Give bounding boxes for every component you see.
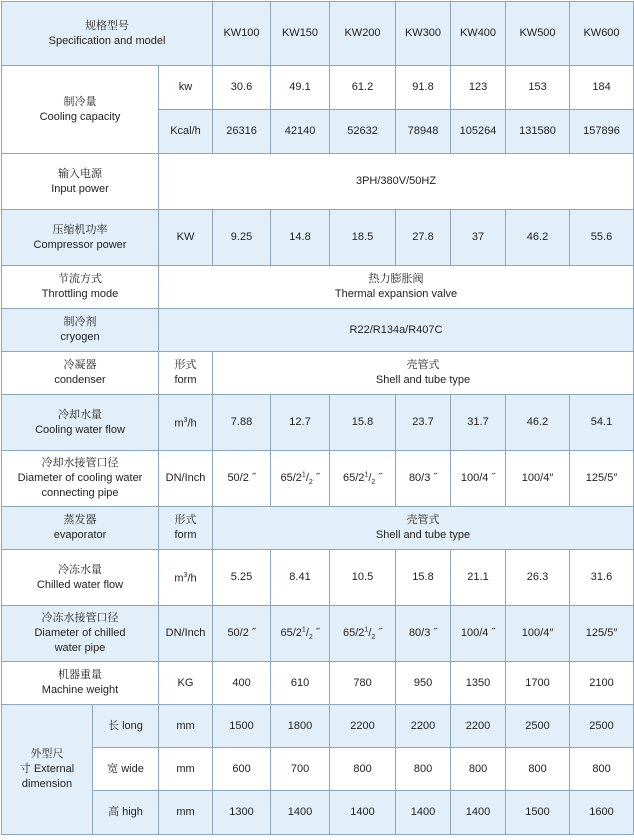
dimension-wide-label: 宽 wide <box>93 748 159 791</box>
machine-weight-row <box>2 662 634 705</box>
value-cell: 46.2 <box>506 395 570 451</box>
unit-cell: kw <box>159 66 213 110</box>
value-cell: 1300 <box>213 791 271 835</box>
value-cell: 50/2 ˝ <box>213 606 271 662</box>
value-cell: 2200 <box>396 705 451 748</box>
condenser-form-value: 壳管式 Shell and tube type <box>213 352 634 395</box>
value-cell: 184 <box>570 66 634 110</box>
value-cell: 37 <box>451 210 506 266</box>
value-cell: 157896 <box>570 110 634 154</box>
cooling-pipe-diameter-row <box>2 451 634 507</box>
unit-cell: mm <box>159 748 213 791</box>
model-name: KW600 <box>570 2 634 66</box>
model-name: KW300 <box>396 2 451 66</box>
value-cell: 610 <box>271 662 330 705</box>
cooling-water-flow-label: 冷却水量 Cooling water flow <box>2 395 159 451</box>
dimension-wide-row <box>2 748 634 791</box>
compressor-power-label: 压缩机功率 Compressor power <box>2 210 159 266</box>
dimension-long-label: 长 long <box>93 705 159 748</box>
value-cell: 100/4″ <box>506 606 570 662</box>
unit-cell: KW <box>159 210 213 266</box>
value-cell: 26316 <box>213 110 271 154</box>
value-cell: 125/5″ <box>570 606 634 662</box>
value-cell: 7.88 <box>213 395 271 451</box>
evaporator-label: 蒸发器 evaporator <box>2 507 159 550</box>
input-power-value: 3PH/380V/50HZ <box>159 154 634 210</box>
value-cell: 50/2 ˝ <box>213 451 271 507</box>
value-cell: 5.25 <box>213 550 271 606</box>
value-cell: 1500 <box>213 705 271 748</box>
dimension-long-row <box>2 705 634 748</box>
evaporator-row <box>2 507 634 550</box>
value-cell: 80/3 ˝ <box>396 451 451 507</box>
value-cell: 125/5″ <box>570 451 634 507</box>
value-cell: 80/3 ˝ <box>396 606 451 662</box>
value-cell: 42140 <box>271 110 330 154</box>
value-cell: 14.8 <box>271 210 330 266</box>
condenser-form-label: 形式 form <box>159 352 213 395</box>
value-cell: 8.41 <box>271 550 330 606</box>
unit-cell: Kcal/h <box>159 110 213 154</box>
model-name: KW150 <box>271 2 330 66</box>
value-cell: 15.8 <box>396 550 451 606</box>
value-cell: 800 <box>506 748 570 791</box>
value-cell: 91.8 <box>396 66 451 110</box>
cooling-capacity-kw-row <box>2 66 634 110</box>
value-cell: 26.3 <box>506 550 570 606</box>
value-cell: 100/4 ˝ <box>451 606 506 662</box>
value-cell: 400 <box>213 662 271 705</box>
value-cell: 1600 <box>570 791 634 835</box>
specification-table <box>1 1 634 835</box>
chilled-water-flow-row <box>2 550 634 606</box>
value-cell: $65/2^1/_2$ ˝ <box>330 451 396 507</box>
model-name: KW400 <box>451 2 506 66</box>
value-cell: 100/4″ <box>506 451 570 507</box>
unit-cell: DN/Inch <box>159 606 213 662</box>
value-cell: 800 <box>570 748 634 791</box>
value-cell: 54.1 <box>570 395 634 451</box>
unit-cell: DN/Inch <box>159 451 213 507</box>
value-cell: $65/2^1/_2$ ˝ <box>271 451 330 507</box>
value-cell: 1700 <box>506 662 570 705</box>
chilled-pipe-diameter-row <box>2 606 634 662</box>
value-cell: 27.8 <box>396 210 451 266</box>
value-cell: 2100 <box>570 662 634 705</box>
value-cell: 700 <box>271 748 330 791</box>
value-cell: 1500 <box>506 791 570 835</box>
value-cell: 153 <box>506 66 570 110</box>
machine-weight-label: 机器重量 Machine weight <box>2 662 159 705</box>
unit-cell: mm <box>159 791 213 835</box>
cooling-water-flow-row <box>2 395 634 451</box>
dimension-high-row <box>2 791 634 835</box>
value-cell: 55.6 <box>570 210 634 266</box>
value-cell: 600 <box>213 748 271 791</box>
value-cell: 1800 <box>271 705 330 748</box>
condenser-label: 冷凝器 condenser <box>2 352 159 395</box>
header-row <box>2 2 634 66</box>
value-cell: $65/2^1/_2$ ˝ <box>330 606 396 662</box>
value-cell: 78948 <box>396 110 451 154</box>
value-cell: 2200 <box>451 705 506 748</box>
external-dimension-label: 外型尺 寸 External dimension <box>2 705 93 835</box>
throttling-mode-row <box>2 266 634 309</box>
value-cell: 61.2 <box>330 66 396 110</box>
chilled-water-flow-label: 冷冻水量 Chilled water flow <box>2 550 159 606</box>
value-cell: 800 <box>451 748 506 791</box>
value-cell: 10.5 <box>330 550 396 606</box>
cryogen-row <box>2 309 634 352</box>
dimension-high-label: 高 high <box>93 791 159 835</box>
spec-model-label: 规格型号 Specification and model <box>2 2 213 66</box>
value-cell: 2500 <box>506 705 570 748</box>
value-cell: 21.1 <box>451 550 506 606</box>
value-cell: 15.8 <box>330 395 396 451</box>
model-name: KW100 <box>213 2 271 66</box>
chilled-pipe-diameter-label: 冷冻水接管口径 Diameter of chilled water pipe <box>2 606 159 662</box>
value-cell: 12.7 <box>271 395 330 451</box>
value-cell: 31.7 <box>451 395 506 451</box>
input-power-label: 输入电源 Input power <box>2 154 159 210</box>
cooling-pipe-diameter-label: 冷却水接管口径 Diameter of cooling water connecting pipe <box>2 451 159 507</box>
value-cell: 1400 <box>396 791 451 835</box>
unit-cell: KG <box>159 662 213 705</box>
cooling-capacity-label: 制冷量 Cooling capacity <box>2 66 159 154</box>
value-cell: 950 <box>396 662 451 705</box>
value-cell: 1400 <box>451 791 506 835</box>
condenser-row <box>2 352 634 395</box>
throttling-mode-label: 节流方式 Throttling mode <box>2 266 159 309</box>
value-cell: 18.5 <box>330 210 396 266</box>
value-cell: 2200 <box>330 705 396 748</box>
unit-cell: $m^3/h$ <box>159 550 213 606</box>
throttling-mode-value: 热力膨胀阀 Thermal expansion valve <box>159 266 634 309</box>
value-cell: 46.2 <box>506 210 570 266</box>
value-cell: 30.6 <box>213 66 271 110</box>
value-cell: $65/2^1/_2$ ˝ <box>271 606 330 662</box>
compressor-power-row <box>2 210 634 266</box>
value-cell: 780 <box>330 662 396 705</box>
value-cell: 1400 <box>330 791 396 835</box>
value-cell: 123 <box>451 66 506 110</box>
unit-cell: mm <box>159 705 213 748</box>
model-name: KW500 <box>506 2 570 66</box>
value-cell: 131580 <box>506 110 570 154</box>
value-cell: 23.7 <box>396 395 451 451</box>
value-cell: 31.6 <box>570 550 634 606</box>
model-name: KW200 <box>330 2 396 66</box>
input-power-row <box>2 154 634 210</box>
value-cell: 49.1 <box>271 66 330 110</box>
evaporator-form-label: 形式 form <box>159 507 213 550</box>
value-cell: 100/4 ˝ <box>451 451 506 507</box>
value-cell: 1350 <box>451 662 506 705</box>
value-cell: 105264 <box>451 110 506 154</box>
unit-cell: $m^3/h$ <box>159 395 213 451</box>
value-cell: 800 <box>330 748 396 791</box>
cryogen-value: R22/R134a/R407C <box>159 309 634 352</box>
value-cell: 2500 <box>570 705 634 748</box>
value-cell: 9.25 <box>213 210 271 266</box>
value-cell: 1400 <box>271 791 330 835</box>
value-cell: 800 <box>396 748 451 791</box>
cryogen-label: 制冷剂 cryogen <box>2 309 159 352</box>
evaporator-form-value: 壳管式 Shell and tube type <box>213 507 634 550</box>
value-cell: 52632 <box>330 110 396 154</box>
